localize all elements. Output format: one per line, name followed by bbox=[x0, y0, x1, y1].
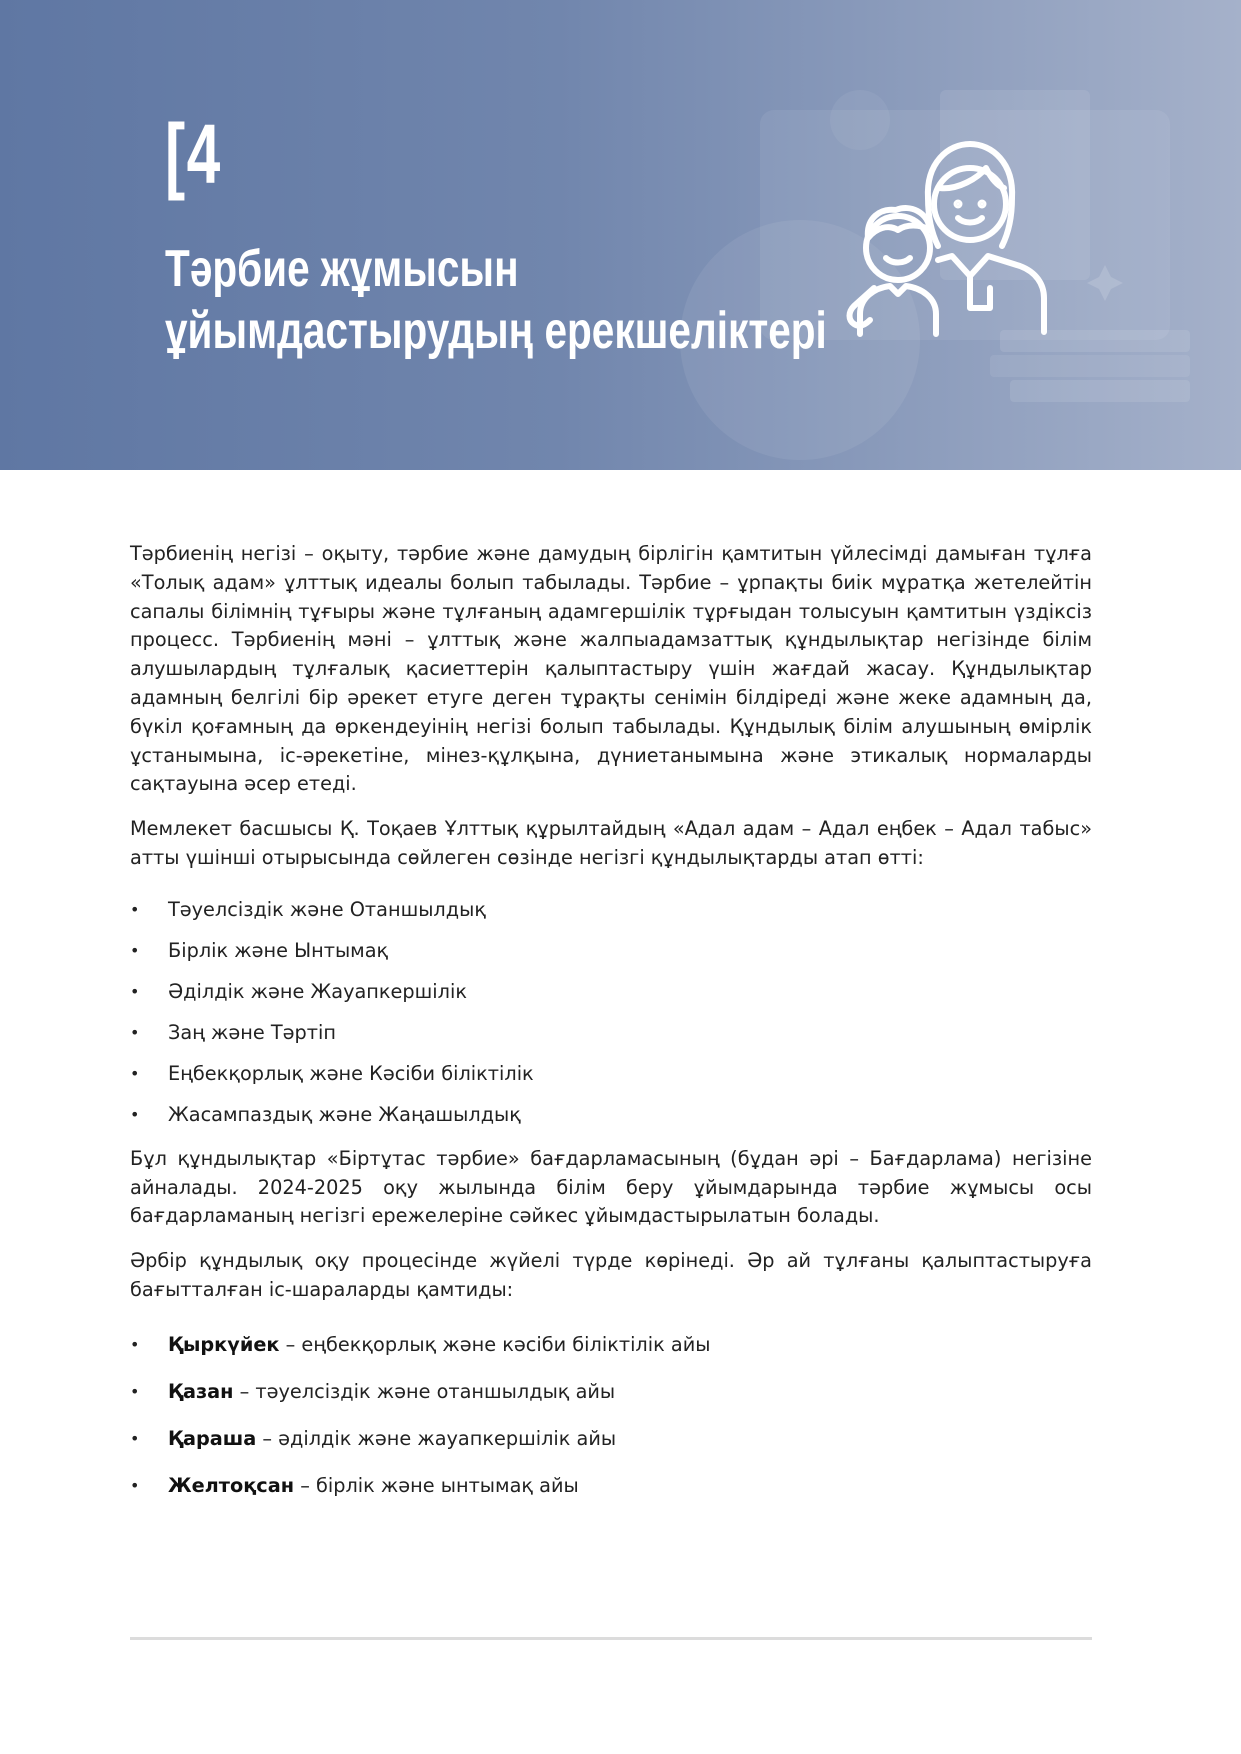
list-item: • Бірлік және Ынтымақ bbox=[130, 930, 1092, 971]
month-name: Қараша bbox=[168, 1426, 257, 1450]
list-item bbox=[130, 1321, 1092, 1368]
banner-illustration bbox=[0, 0, 1241, 470]
list-item bbox=[130, 1368, 1092, 1415]
month-name: Қазан bbox=[168, 1379, 234, 1403]
list-item: • Тәуелсіздік және Отаншылдық bbox=[130, 889, 1092, 930]
chapter-title-line-2: ұйымдастырудың ерекшеліктері bbox=[165, 302, 827, 360]
parent-child-icon bbox=[840, 138, 1048, 338]
monthly-paragraph: Әрбір құндылық оқу процесінде жүйелі түрде көрінеді. Әр ай тұлғаны қалыптастыруға бағытталған іс-шараларды қамтиды: bbox=[130, 1249, 1092, 1301]
president-paragraph: Мемлекет басшысы Қ. Тоқаев Ұлттық құрылтайдың «Адал адам – Адал еңбек – Адал табыс» атты үшінші отырысында сөйлеген сөзінде негізгі құндылықтарды атап өтті: bbox=[130, 817, 1092, 869]
chapter-title bbox=[165, 238, 867, 362]
list-item: • Заң және Тәртіп bbox=[130, 1012, 1092, 1053]
month-name: Қыркүйек bbox=[168, 1332, 280, 1356]
values-list bbox=[130, 889, 1092, 1135]
list-item: • Еңбекқорлық және Кәсіби біліктілік bbox=[130, 1053, 1092, 1094]
list-item bbox=[130, 1415, 1092, 1462]
footer-divider bbox=[130, 1637, 1092, 1640]
chapter-number: [4 bbox=[165, 107, 222, 201]
month-name: Желтоқсан bbox=[168, 1473, 295, 1497]
chapter-title-line-1: Тәрбие жұмысын bbox=[165, 240, 519, 298]
chapter-banner bbox=[0, 0, 1241, 470]
content-body bbox=[130, 540, 1092, 1519]
month-description: – тәуелсіздік және отаншылдық айы bbox=[233, 1379, 616, 1403]
list-item: • Жасампаздық және Жаңашылдық bbox=[130, 1094, 1092, 1135]
intro-paragraph: Тәрбиенің негізі – оқыту, тәрбие және дамудың бірлігін қамтитын үйлесімді дамыған тұлға «Толық адам» ұлттық идеалы болып табылады. Тәрбие – ұрпақты биік мұратқа жетелейтін сапалы білімнің тұғыры және тұлғаның адамгершілік тұрғыдан толысуын қамтитын үздіксіз процесс. Тәрбиенің мәні – ұлттық және жалпыадамзаттық құндылықтар негізінде білім алушылардың тұлғалық қасиеттерін қалыптастыру үшін жағдай жасау. Құндылықтар адамның белгілі бір әрекет етуге деген тұрақты сенімін білдіреді және жеке адамның да, бүкіл қоғамның да өркендеуінің негізі болып табылады. Құндылық білім алушының өмірлік ұстанымына, іс-әрекетіне, мінез-құлқына, дүниетанымына және этикалық нормаларды сақтауына әсер етеді. bbox=[130, 542, 1092, 796]
list-item bbox=[130, 1462, 1092, 1509]
list-item: • Әділдік және Жауапкершілік bbox=[130, 971, 1092, 1012]
program-paragraph: Бұл құндылықтар «Біртұтас тәрбие» бағдарламасының (бұдан әрі – Бағдарлама) негізіне айналады. 2024-2025 оқу жылында білім беру ұйымдарында тәрбие жұмысы осы бағдарламаның негізгі ережелеріне сәйкес ұйымдастырылатын болады. bbox=[130, 1146, 1092, 1228]
month-description: – бірлік және ынтымақ айы bbox=[294, 1473, 579, 1497]
months-list bbox=[130, 1321, 1092, 1509]
month-description: – әділдік және жауапкершілік айы bbox=[256, 1426, 617, 1450]
month-description: – еңбекқорлық және кәсіби біліктілік айы bbox=[279, 1332, 711, 1356]
